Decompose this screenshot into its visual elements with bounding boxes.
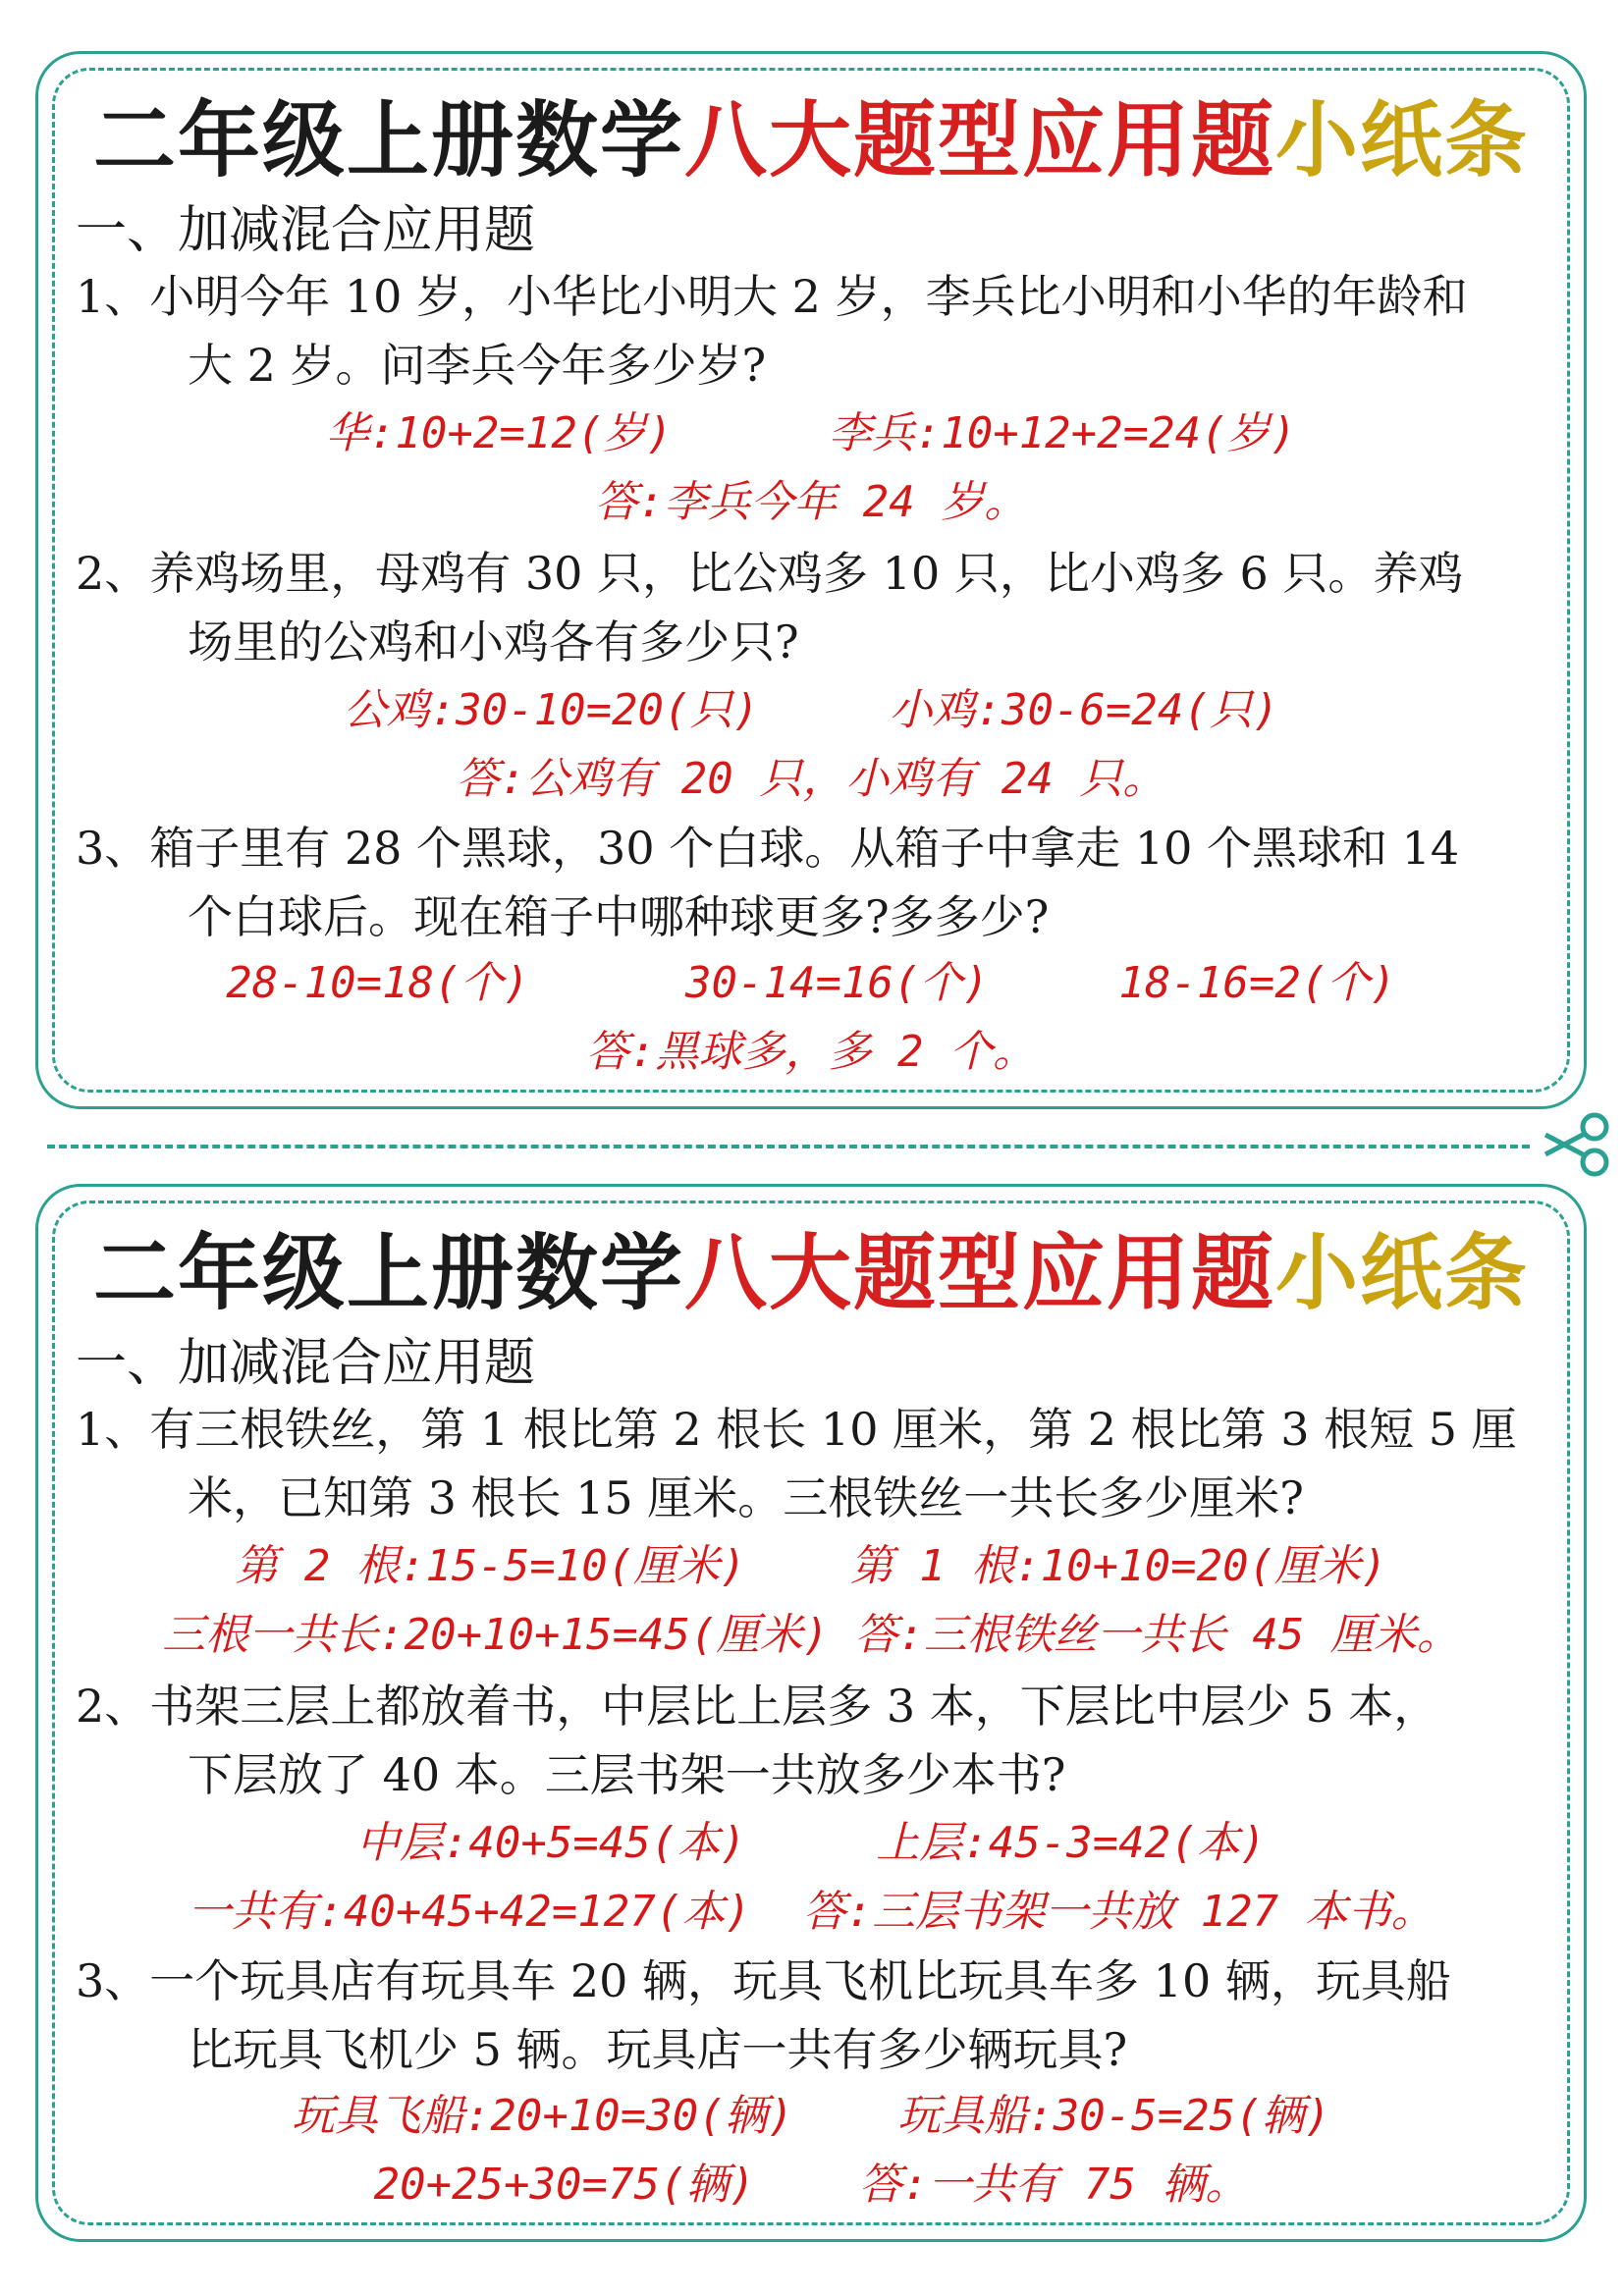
title-part-2: 八大题型应用题 (683, 1225, 1275, 1321)
question-line-1: 1、有三根铁丝，第 1 根比第 2 根长 10 厘米，第 2 根比第 3 根短 5 厘 (76, 1403, 1517, 1456)
answer-line: 华:10+2=12(岁) 李兵:10+12+2=24(岁) (325, 408, 1297, 458)
answer-line: 答:李兵今年 24 岁。 (594, 477, 1028, 527)
answer-line: 28-10=18(个) 30-14=16(个) 18-16=2(个) (226, 958, 1396, 1008)
question-2 (76, 1672, 1568, 1809)
scissors-icon (1538, 1105, 1616, 1184)
answer-line: 中层:40+5=45(本) 上层:45-3=42(本) (355, 1818, 1267, 1868)
section-heading: 一、加减混合应用题 (76, 201, 536, 260)
card-title (38, 1224, 1584, 1322)
section-heading: 一、加减混合应用题 (76, 1334, 536, 1393)
question-line-1: 2、养鸡场里，母鸡有 30 只，比公鸡多 10 只，比小鸡多 6 只。养鸡 (76, 547, 1464, 600)
answer-line: 玩具飞船:20+10=30(辆) 玩具船:30-5=25(辆) (291, 2091, 1331, 2141)
title-part-3: 小纸条 (1275, 92, 1530, 188)
answer-line: 答:黑球多，多 2 个。 (586, 1027, 1036, 1077)
question-line-2: 大 2 岁。问李兵今年多少岁? (188, 339, 767, 392)
question-line-2: 下层放了 40 本。三层书架一共放多少本书? (188, 1748, 1066, 1801)
cut-line (47, 1145, 1530, 1148)
question-line-2: 个白球后。现在箱子中哪种球更多?多多少? (188, 890, 1050, 943)
answer-line: 第 2 根:15-5=10(厘米) 第 1 根:10+10=20(厘米) (235, 1541, 1387, 1591)
question-line-1: 3、一个玩具店有玩具车 20 辆，玩具飞机比玩具车多 10 辆，玩具船 (76, 1954, 1451, 2007)
question-3 (76, 1947, 1568, 2084)
answer-line: 一共有:40+45+42=127(本) 答:三层书架一共放 127 本书。 (188, 1887, 1435, 1937)
card-title (38, 91, 1584, 189)
note-card-1 (35, 51, 1587, 1109)
answer-line: 答:公鸡有 20 只，小鸡有 24 只。 (456, 754, 1166, 804)
question-1 (76, 262, 1568, 400)
question-line-1: 1、小明今年 10 岁，小华比小明大 2 岁，李兵比小明和小华的年龄和 (76, 270, 1468, 323)
question-line-2: 比玩具飞机少 5 辆。玩具店一共有多少辆玩具? (188, 2023, 1128, 2076)
question-1 (76, 1395, 1568, 1532)
title-part-1: 二年级上册数学 (92, 92, 684, 188)
question-3 (76, 814, 1568, 951)
question-line-2: 米，已知第 3 根长 15 厘米。三根铁丝一共长多少厘米? (188, 1471, 1304, 1524)
title-part-2: 八大题型应用题 (683, 92, 1275, 188)
answer-line: 公鸡:30-10=20(只) 小鸡:30-6=24(只) (343, 685, 1279, 735)
question-line-2: 场里的公鸡和小鸡各有多少只? (188, 615, 799, 668)
title-part-1: 二年级上册数学 (92, 1225, 684, 1321)
title-part-3: 小纸条 (1275, 1225, 1530, 1321)
note-card-2 (35, 1184, 1587, 2242)
question-line-1: 3、箱子里有 28 个黑球，30 个白球。从箱子中拿走 10 个黑球和 14 (76, 822, 1460, 875)
answer-line: 三根一共长:20+10+15=45(厘米) 答:三根铁丝一共长 45 厘米。 (162, 1610, 1460, 1660)
answer-line: 20+25+30=75(辆) 答:一共有 75 辆。 (373, 2160, 1249, 2210)
question-2 (76, 539, 1568, 676)
question-line-1: 2、书架三层上都放着书，中层比上层多 3 本，下层比中层少 5 本， (76, 1680, 1439, 1733)
